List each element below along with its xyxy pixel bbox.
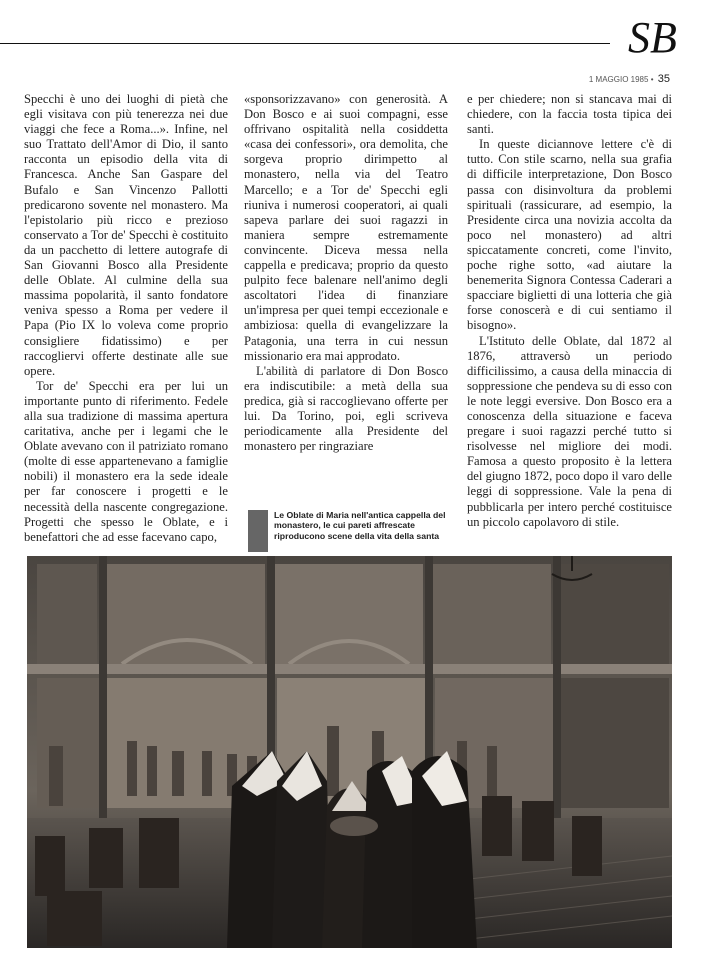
paragraph: In queste diciannove lettere c'è di tutto. Con stile scarno, nella sua grafia di difficile interpretazione, Don Bosco passa con disinvoltura da problemi spirituali (rassicurare, ad esempio, la Presidente circa una novizia accolta da poco nel monastero) ad altri spiccatamente concreti, come l'invito, poche righe sotto, «ad aiutare la benemerita Signora Contessa Caderari a spacciare biglietti di una lotteria che già forse conoscerà e di cui sentiamo il bisogno». [467, 137, 672, 333]
photo-caption [248, 510, 448, 554]
paragraph: Specchi è uno dei luoghi di pietà che egli visitava con più tenerezza nei due viaggi che fece a Roma...». Infine, nel suo Trattato dell'Amor di Dio, il santo racconta un episodio della vita di Francesca. Anche San Gaspare del Bufalo e San Vincenzo Pallotti predicarono sovente nel monastero. Ma l'epistolario più ricco e prezioso conservato a Tor de' Specchi è costituito da un pacchetto di lettere autografe di San Giovanni Bosco alla Presidente delle Oblate. Al culmine della sua massima popolarità, il santo fondatore veniva spesso a Roma per vedere il Papa (Pio IX lo voleva come proprio consigliere fidatissimo) e per raccogliervi offerte destinate alle sue opere. [24, 92, 228, 378]
paragraph: e per chiedere; non si stancava mai di chiedere, con la faccia tosta tipica dei santi. [467, 92, 672, 137]
caption-text: Le Oblate di Maria nell'antica cappella del monastero, le cui pareti affrescate riproducono scene della vita della santa [274, 510, 446, 541]
folio-date: 1 MAGGIO 1985 [588, 75, 649, 84]
magazine-logo [622, 8, 686, 60]
paragraph: «sponsorizzavano» con generosità. A Don Bosco e ai suoi compagni, esse offrivano ospitalità nella cosiddetta «casa dei confessori», ora demolita, che sorgeva proprio dirimpetto al monastero, nella via del Teatro Marcello; e a Tor de' Specchi egli riuniva i numerosi cooperatori, ai quali sapeva parlare dei suoi ragazzi in maniera sempre estremamente convincente. Diceva messa nella cappella e predicava; proprio da questo pulpito fece balenare nell'animo degli ascoltatori l'idea di finanziare un'impresa per quei tempi eccezionale e ambiziosa: quella di evangelizzare la Patagonia, una terra in cui nessun missionario era mai approdato. [244, 92, 448, 363]
folio [589, 73, 670, 85]
paragraph: L'Istituto delle Oblate, dal 1872 al 1876, attraversò un periodo difficilissimo, a causa della minaccia di soppressione che pendeva su di esso con le note leggi eversive. Don Bosco era a conoscenza della situazione e faceva pregare i suoi ragazzi perché tutto si risolvesse nel migliore dei modi. Famosa a questo proposito è la lettera del giugno 1872, poco dopo il varo delle leggi di soppressione. Vale la pena di pubblicarla per intero perché costituisce un piccolo capolavoro di stile. [467, 333, 672, 529]
paragraph: L'abilità di parlatore di Don Bosco era indiscutibile: a metà della sua predica, già si raccoglievano offerte per lui. Da Torino, poi, egli scriveva periodicamente alla Presidente del monastero per ringraziare [244, 363, 448, 454]
paragraph: Tor de' Specchi era per lui un importante punto di riferimento. Fedele alla sua tradizione di massima apertura caritativa, anche per i legami che le Oblate avevano con il patriziato romano (molte di esse appartenevano a famiglie nobili) il monastero era la sede ideale per far conoscere i progetti e le necessità della nascente congregazione. Progetti che spesso le Oblate, e i benefattori che ad esse facevano capo, [24, 378, 228, 544]
folio-separator: • [650, 75, 654, 84]
photo-nuns-chapel-icon [27, 556, 672, 948]
article-column-3 [467, 92, 672, 530]
header-rule [0, 43, 610, 44]
logo-text: SB [628, 13, 677, 60]
article-column-1 [24, 92, 228, 545]
page-number: 35 [657, 73, 670, 85]
caption-marker [248, 510, 268, 552]
chapel-photo [27, 556, 672, 948]
article-column-2 [244, 92, 448, 454]
